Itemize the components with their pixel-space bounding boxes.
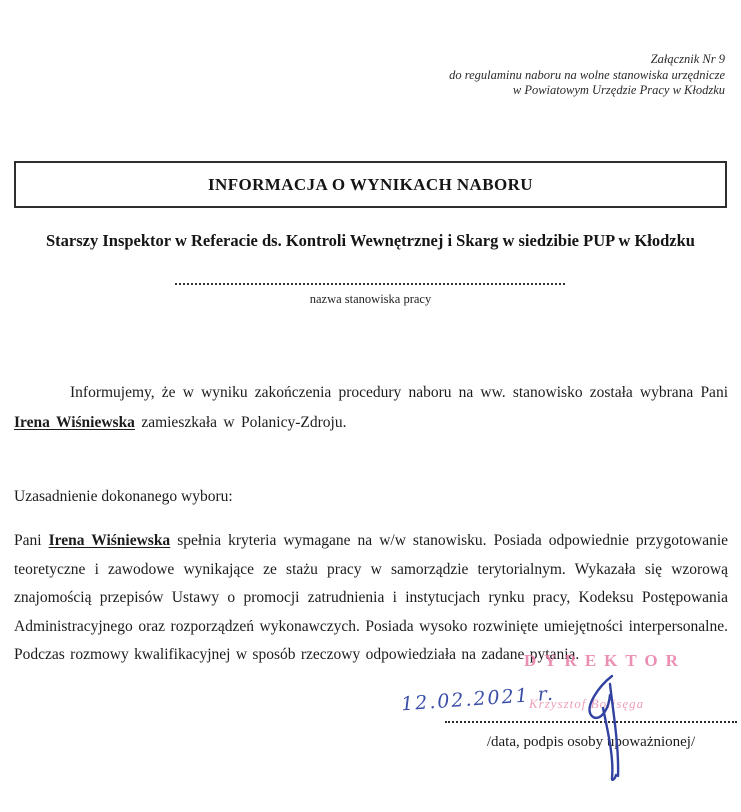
- justification-lead: Pani: [14, 532, 49, 549]
- attachment-note-line2: do regulaminu naboru na wolne stanowiska urzędnicze: [449, 67, 725, 82]
- position-title: Starszy Inspektor w Referacie ds. Kontroli Wewnętrznej i Skarg w siedzibie PUP w Kłodzku: [46, 231, 695, 250]
- document-title: INFORMACJA O WYNIKACH NABORU: [208, 174, 533, 194]
- position-caption: nazwa stanowiska pracy: [309, 292, 432, 306]
- signature-dotted-line: [445, 711, 737, 723]
- attachment-note-line1: Załącznik Nr 9: [650, 52, 725, 66]
- pen-signature: [573, 666, 637, 790]
- candidate-name: Irena Wiśniewska: [48, 532, 171, 549]
- dotted-line: [175, 274, 565, 285]
- justification-paragraph: [14, 527, 728, 670]
- announcement-paragraph: [14, 378, 728, 438]
- director-stamp: DYREKTOR: [524, 651, 686, 670]
- selected-candidate-name: Irena Wiśniewska: [14, 414, 135, 431]
- justification-heading: Uzasadnienie dokonanego wyboru:: [14, 488, 233, 505]
- attachment-note: [449, 52, 725, 99]
- stamp-name: Krzysztof Bolisęga: [529, 696, 645, 711]
- signature-caption: /data, podpis osoby upoważnionej/: [486, 734, 696, 750]
- justification-body: spełnia kryteria wymagane na w/w stanowisku. Posiada odpowiednie przygotowanie teoretyczne i zawodowe wynikające ze stażu pracy w samorządzie terytorialnym. Wykazała się wzorową znajomością przepisów Ustawy o promocji zatrudnienia i instytucjach rynku pracy, Kodeksu Postępowania Administracyjnego oraz rozporządzeń wykonawczych. Posiada wysoko rozwinięte umiejętności interpersonalne. Podczas rozmowy kwalifikacyjnej w sposób rzeczowy odpowiedziała na zadane pytania.: [14, 532, 729, 663]
- announcement-outro: zamieszkała w Polanicy-Zdroju.: [134, 414, 347, 431]
- handwritten-date: 12.02.2021 r.: [400, 682, 556, 716]
- announcement-intro: Informujemy, że w wyniku zakończenia procedury naboru na ww. stanowisko została wybrana Pani: [70, 384, 728, 401]
- title-box: [14, 161, 727, 208]
- attachment-note-line3: w Powiatowym Urzędzie Pracy w Kłodzku: [512, 83, 725, 97]
